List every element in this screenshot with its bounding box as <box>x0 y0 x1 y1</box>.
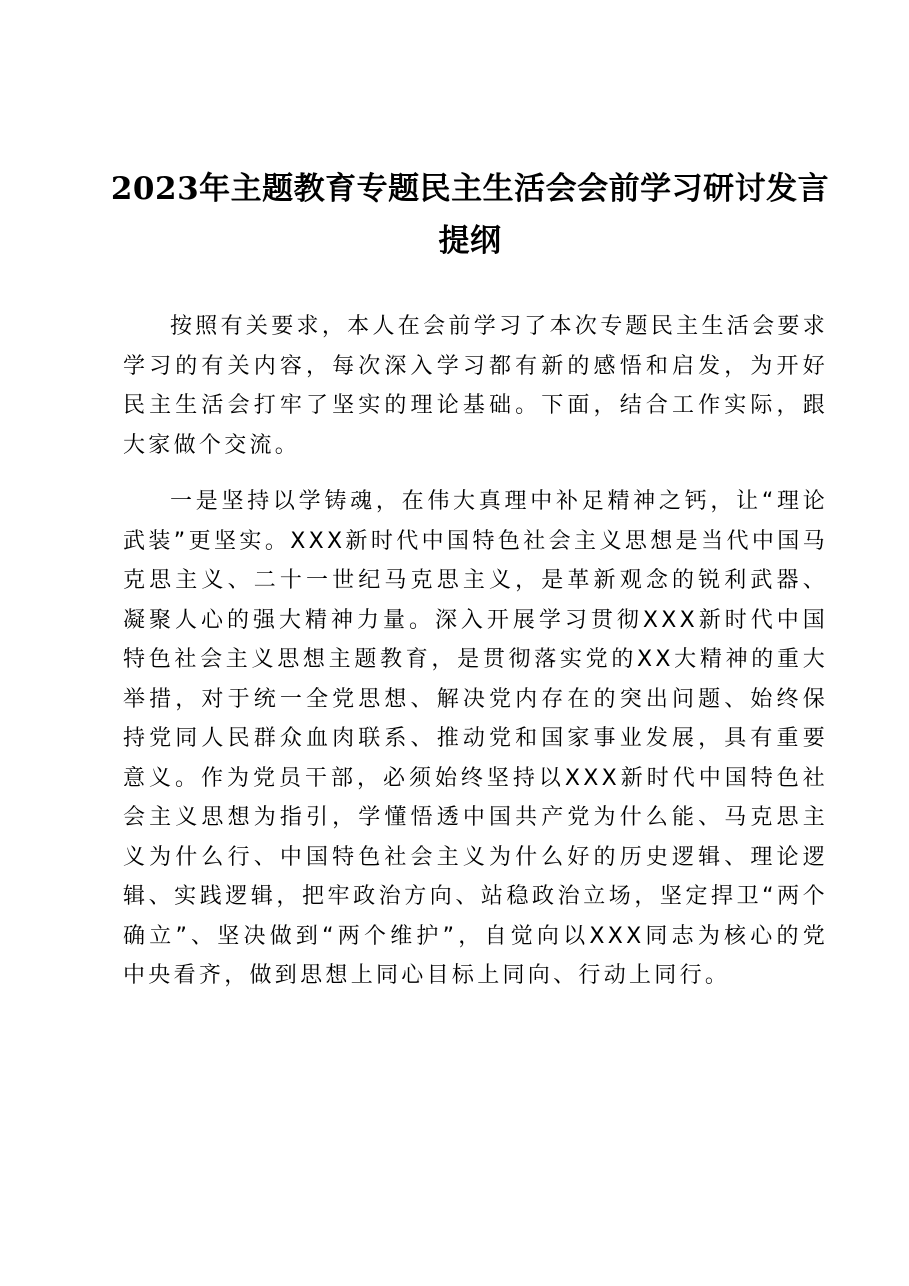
document-title: 2023年主题教育专题民主生活会会前学习研讨发言提纲 <box>110 171 830 259</box>
paragraph-intro: 按照有关要求，本人在会前学习了本次专题民主生活会要求学习的有关内容，每次深入学习都有新的感悟和启发，为开好民主生活会打牢了坚实的理论基础。下面，结合工作实际，跟大家做个交流。 <box>123 314 828 458</box>
document-body <box>123 307 828 1013</box>
paragraph-point-one: 一是坚持以学铸魂，在伟大真理中补足精神之钙，让“理论武装”更坚实。XXX新时代中国特色社会主义思想是当代中国马克思主义、二十一世纪马克思主义，是革新观念的锐利武器、凝聚人心的强大精神力量。深入开展学习贯彻XXX新时代中国特色社会主义思想主题教育，是贯彻落实党的XX大精神的重大举措，对于统一全党思想、解决党内存在的突出问题、始终保持党同人民群众血肉联系、推动党和国家事业发展，具有重要意义。作为党员干部，必须始终坚持以XXX新时代中国特色社会主义思想为指引，学懂悟透中国共产党为什么能、马克思主义为什么行、中国特色社会主义为什么好的历史逻辑、理论逻辑、实践逻辑，把牢政治方向、站稳政治立场，坚定捍卫“两个确立”、坚决做到“两个维护”，自觉向以XXX同志为核心的党中央看齐，做到思想上同心目标上同向、行动上同行。 <box>123 489 828 988</box>
